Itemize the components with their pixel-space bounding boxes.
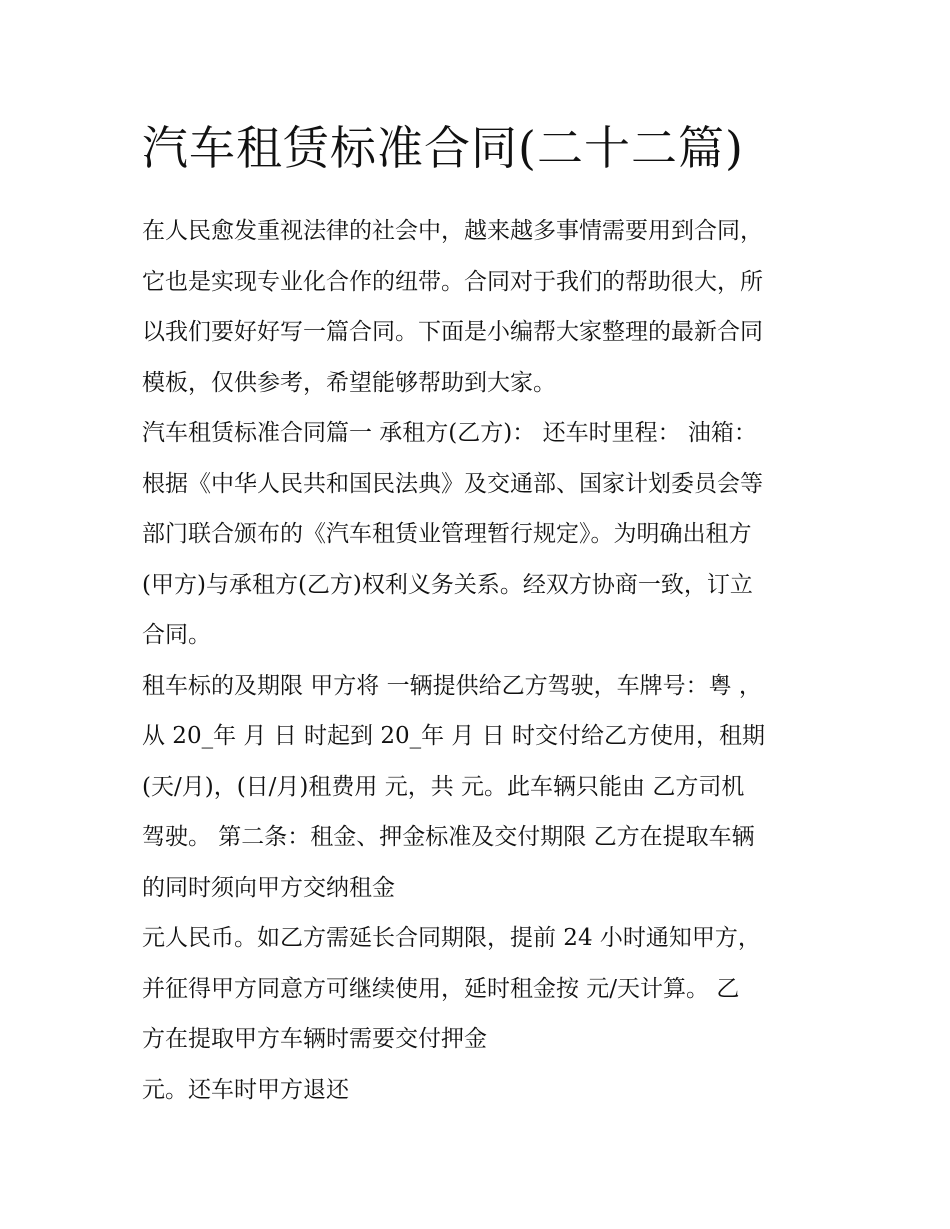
text-line: 它也是实现专业化合作的纽带。合同对于我们的帮助很大，所	[142, 268, 763, 295]
text-line: 模板，仅供参考，希望能够帮助到大家。	[142, 369, 556, 396]
text-line: 以我们要好好写一篇合同。下面是小编帮大家整理的最新合同	[142, 319, 763, 345]
text-line: 合同。	[142, 622, 211, 648]
text-line: 部门联合颁布的《汽车租赁业管理暂行规定》。为明确出租方	[142, 521, 752, 547]
text-line: 元人民币。如乙方需延长合同期限，提前 24 小时通知甲方，	[142, 925, 761, 951]
text-line: (甲方)与承租方(乙方)权利义务关系。经双方协商一致，订立	[142, 571, 753, 598]
text-line: 根据《中华人民共和国民法典》及交通部、国家计划委员会等	[142, 470, 763, 497]
text-line: (天/月)，(日/月)租费用 元，共 元。此车辆只能由 乙方司机	[142, 773, 745, 800]
text-line: 元。还车时甲方退还	[142, 1076, 349, 1103]
rental-terms-paragraph	[142, 661, 832, 914]
text-line: 方在提取甲方车辆时需要交付押金	[142, 1026, 487, 1052]
return-paragraph	[142, 1065, 832, 1116]
text-line: 驾驶。 第二条：租金、押金标准及交付期限 乙方在提取车辆	[142, 824, 755, 850]
text-line: 在人民愈发重视法律的社会中，越来越多事情需要用到合同，	[142, 218, 763, 244]
text-line: 汽车租赁标准合同篇一 承租方(乙方)： 还车时里程： 油箱：	[142, 420, 757, 446]
text-line: 从 20_年 月 日 时起到 20_年 月 日 时交付给乙方使用，租期	[142, 723, 766, 749]
text-line: 的同时须向甲方交纳租金	[142, 874, 395, 901]
text-line: 并征得甲方同意方可继续使用，延时租金按 元/天计算。 乙	[142, 975, 740, 1002]
document-page	[142, 112, 832, 1115]
intro-paragraph	[142, 206, 832, 408]
document-title: 汽车租赁标准合同(二十二篇)	[142, 121, 744, 175]
rent-deposit-paragraph	[142, 913, 832, 1065]
text-line: 租车标的及期限 甲方将 一辆提供给乙方驾驶，车牌号：粤 ，	[142, 672, 762, 699]
contract-preamble-paragraph	[142, 408, 832, 661]
